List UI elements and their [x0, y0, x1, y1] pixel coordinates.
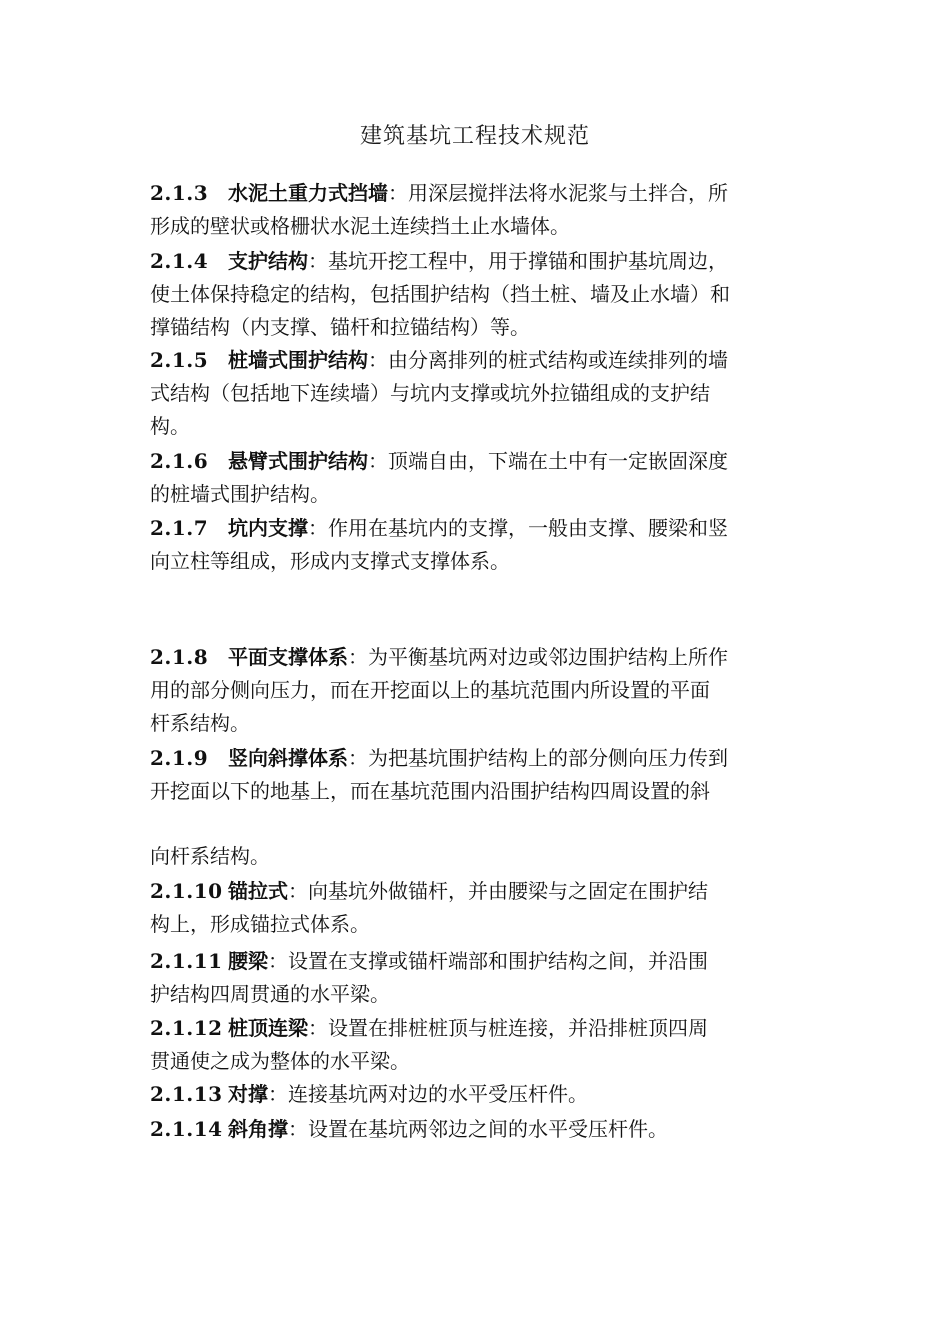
clause-number: 2.1.13 [150, 1082, 223, 1106]
clause-line [150, 875, 775, 908]
clause-line [150, 344, 775, 377]
clause-line: 撑锚结构（内支撑、锚杆和拉锚结构）等。 [150, 315, 530, 339]
clause-text: ：向基坑外做锚杆，并由腰梁与之固定在围护结 [288, 879, 708, 903]
clause-number: 2.1.10 [150, 879, 223, 903]
clause-term: 桩墙式围护结构 [228, 348, 368, 372]
clause-line: 贯通使之成为整体的水平梁。 [150, 1049, 410, 1073]
page-title: 建筑基坑工程技术规范 [359, 124, 590, 149]
clause-number: 2.1.9 [150, 746, 209, 770]
clause-line [150, 641, 775, 674]
clause-line [150, 177, 775, 210]
clause-term: 坑内支撑 [228, 516, 308, 540]
clause-number: 2.1.4 [150, 249, 209, 273]
clause-number: 2.1.11 [150, 949, 223, 973]
clause-line: 用的部分侧向压力，而在开挖面以上的基坑范围内所设置的平面 [150, 678, 710, 702]
clause-term: 对撑 [228, 1082, 268, 1106]
clause-line: 向杆系结构。 [150, 844, 270, 868]
clause-2-1-8 [150, 641, 775, 740]
clause-2-1-6 [150, 445, 775, 511]
clause-2-1-7 [150, 512, 775, 578]
clause-line [150, 1113, 775, 1146]
clause-line: 式结构（包括地下连续墙）与坑内支撑或坑外拉锚组成的支护结 [150, 381, 710, 405]
clause-line: 使土体保持稳定的结构，包括围护结构（挡土桩、墙及止水墙）和 [150, 282, 730, 306]
clause-2-1-13 [150, 1078, 775, 1111]
clause-term: 平面支撑体系 [228, 645, 348, 669]
clause-text: ：由分离排列的桩式结构或连续排列的墙 [368, 348, 728, 372]
clause-text: ：为把基坑围护结构上的部分侧向压力传到 [348, 746, 728, 770]
clause-2-1-9 [150, 742, 775, 808]
clause-2-1-5 [150, 344, 775, 443]
clause-line [150, 445, 775, 478]
clause-text: ：设置在排桩桩顶与桩连接，并沿排桩顶四周 [308, 1016, 708, 1040]
clause-number: 2.1.8 [150, 645, 209, 669]
clause-number: 2.1.6 [150, 449, 209, 473]
clause-line [150, 512, 775, 545]
clause-line: 的桩墙式围护结构。 [150, 482, 330, 506]
clause-term: 腰梁 [228, 949, 268, 973]
clause-2-1-14 [150, 1113, 775, 1146]
clause-2-1-3 [150, 177, 775, 243]
clause-number: 2.1.12 [150, 1016, 223, 1040]
clause-2-1-11 [150, 945, 775, 1011]
clause-term: 水泥土重力式挡墙 [228, 181, 388, 205]
clause-number: 2.1.14 [150, 1117, 223, 1141]
clause-line: 构上，形成锚拉式体系。 [150, 912, 370, 936]
clause-term: 斜角撑 [228, 1117, 288, 1141]
clause-term: 支护结构 [228, 249, 308, 273]
clause-text: ：设置在支撑或锚杆端部和围护结构之间，并沿围 [268, 949, 708, 973]
clause-number: 2.1.5 [150, 348, 209, 372]
clause-text: ：为平衡基坑两对边或邻边围护结构上所作 [348, 645, 728, 669]
clause-line: 向立柱等组成，形成内支撑式支撑体系。 [150, 549, 510, 573]
clause-text: ：顶端自由，下端在土中有一定嵌固深度 [368, 449, 728, 473]
clause-number: 2.1.3 [150, 181, 209, 205]
clause-line [150, 742, 775, 775]
clause-term: 锚拉式 [228, 879, 288, 903]
clause-term: 竖向斜撑体系 [228, 746, 348, 770]
clause-line [150, 945, 775, 978]
clause-2-1-12 [150, 1012, 775, 1078]
clause-line: 形成的壁状或格栅状水泥土连续挡土止水墙体。 [150, 214, 570, 238]
clause-text: ：用深层搅拌法将水泥浆与土拌合，所 [388, 181, 728, 205]
clause-term: 桩顶连梁 [228, 1016, 308, 1040]
clause-number: 2.1.7 [150, 516, 209, 540]
clause-line: 开挖面以下的地基上，而在基坑范围内沿围护结构四周设置的斜 [150, 779, 710, 803]
clause-line: 护结构四周贯通的水平梁。 [150, 982, 390, 1006]
clause-2-1-9-continuation [150, 840, 775, 873]
clause-text: ：基坑开挖工程中，用于撑锚和围护基坑周边， [308, 249, 728, 273]
clause-2-1-10 [150, 875, 775, 941]
clause-text: ：作用在基坑内的支撑，一般由支撑、腰梁和竖 [308, 516, 728, 540]
clause-line [150, 1078, 775, 1111]
clause-text: ：设置在基坑两邻边之间的水平受压杆件。 [288, 1117, 668, 1141]
clause-line [150, 1012, 775, 1045]
clause-text: ：连接基坑两对边的水平受压杆件。 [268, 1082, 588, 1106]
clause-2-1-4 [150, 245, 775, 344]
clause-term: 悬臂式围护结构 [228, 449, 368, 473]
clause-line: 杆系结构。 [150, 711, 250, 735]
clause-line [150, 245, 775, 278]
clause-line: 构。 [150, 414, 190, 438]
